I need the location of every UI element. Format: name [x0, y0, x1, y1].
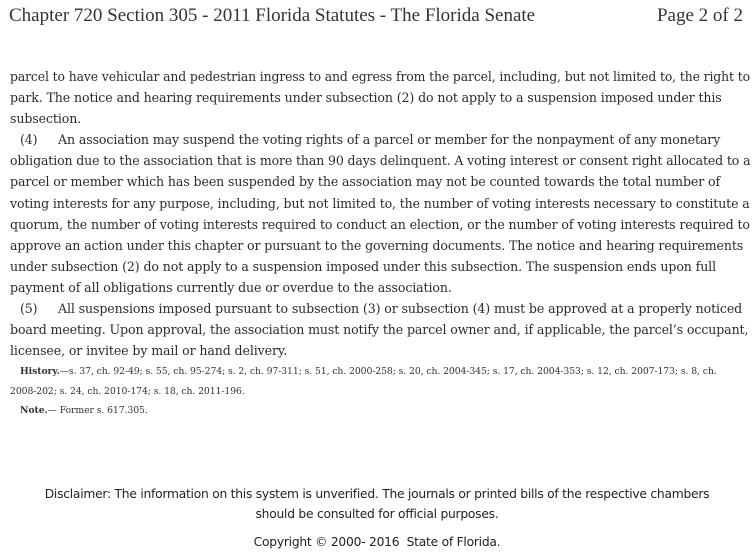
body-line: approve an action under this chapter or pursuant to the governing documents. The notice and hearing requirements [10, 237, 744, 253]
disclaimer-line-1: Disclaimer: The information on this system is unverified. The journals or printed bills of the respective chambers [44, 487, 710, 501]
body-line: parcel or member which has been suspended by the association may not be counted towards the total number of [10, 174, 721, 190]
page-header-title: Chapter 720 Section 305 - 2011 Florida Statutes - The Florida Senate [9, 5, 536, 26]
statute-body [10, 66, 750, 361]
body-line: obligation due to the association that is more than 90 days delinquent. A voting interest or consent right allocated to a [10, 153, 751, 169]
subsection-5-first-line [10, 298, 750, 319]
body-line: payment of all obligations currently due or overdue to the association. [10, 279, 452, 295]
body-line: licensee, or invitee by mail or hand delivery. [10, 343, 288, 359]
body-line: park. The notice and hearing requirements under subsection (2) do not apply to a suspension imposed under this [10, 90, 722, 106]
history-text: —s. 37, ch. 92-49; s. 55, ch. 95-274; s. 2, ch. 97-311; s. 51, ch. 2000-258; s. 20, ch. 2004-345; s. 17, ch. 2004-353; s. 12, ch. 2007-173; s. 8, ch. [59, 366, 717, 377]
note-label: Note. [20, 405, 48, 416]
copyright: Copyright © 2000- 2016 State of Florida. [253, 535, 501, 549]
subsection-4-first-line [10, 129, 750, 150]
history-label: History. [20, 366, 60, 377]
page-number: Page 2 of 2 [656, 5, 743, 26]
subsection-4-text: An association may suspend the voting rights of a parcel or member for the nonpayment of any monetary [58, 132, 721, 148]
subsection-5-text: All suspensions imposed pursuant to subsection (3) or subsection (4) must be approved at a properly noticed [58, 301, 743, 317]
subsection-5-number: (5) [20, 301, 38, 317]
history-line [10, 362, 750, 382]
history-line-2: 2008-202; s. 24, ch. 2010-174; s. 18, ch. 2011-196. [10, 385, 245, 397]
body-line: parcel to have vehicular and pedestrian ingress to and egress from the parcel, including, but not limited to, the right to [10, 69, 750, 84]
body-line: subsection. [10, 111, 82, 127]
disclaimer [0, 484, 754, 524]
subsection-4-number: (4) [20, 132, 38, 148]
disclaimer-line-2: should be consulted for official purposes. [255, 507, 499, 521]
note-text: — Former s. 617.305. [47, 405, 148, 416]
body-line: quorum, the number of voting interests required to conduct an election, or the number of voting interests required to [10, 216, 750, 232]
body-line: board meeting. Upon approval, the association must notify the parcel owner and, if applicable, the parcel’s occupant, [10, 322, 749, 338]
history-notes [10, 362, 750, 421]
note-line [10, 401, 750, 421]
body-line: voting interests for any purpose, including, but not limited to, the number of voting interests necessary to constitute a [10, 195, 750, 211]
body-line: under subsection (2) do not apply to a suspension imposed under this subsection. The suspension ends upon full [10, 258, 716, 274]
